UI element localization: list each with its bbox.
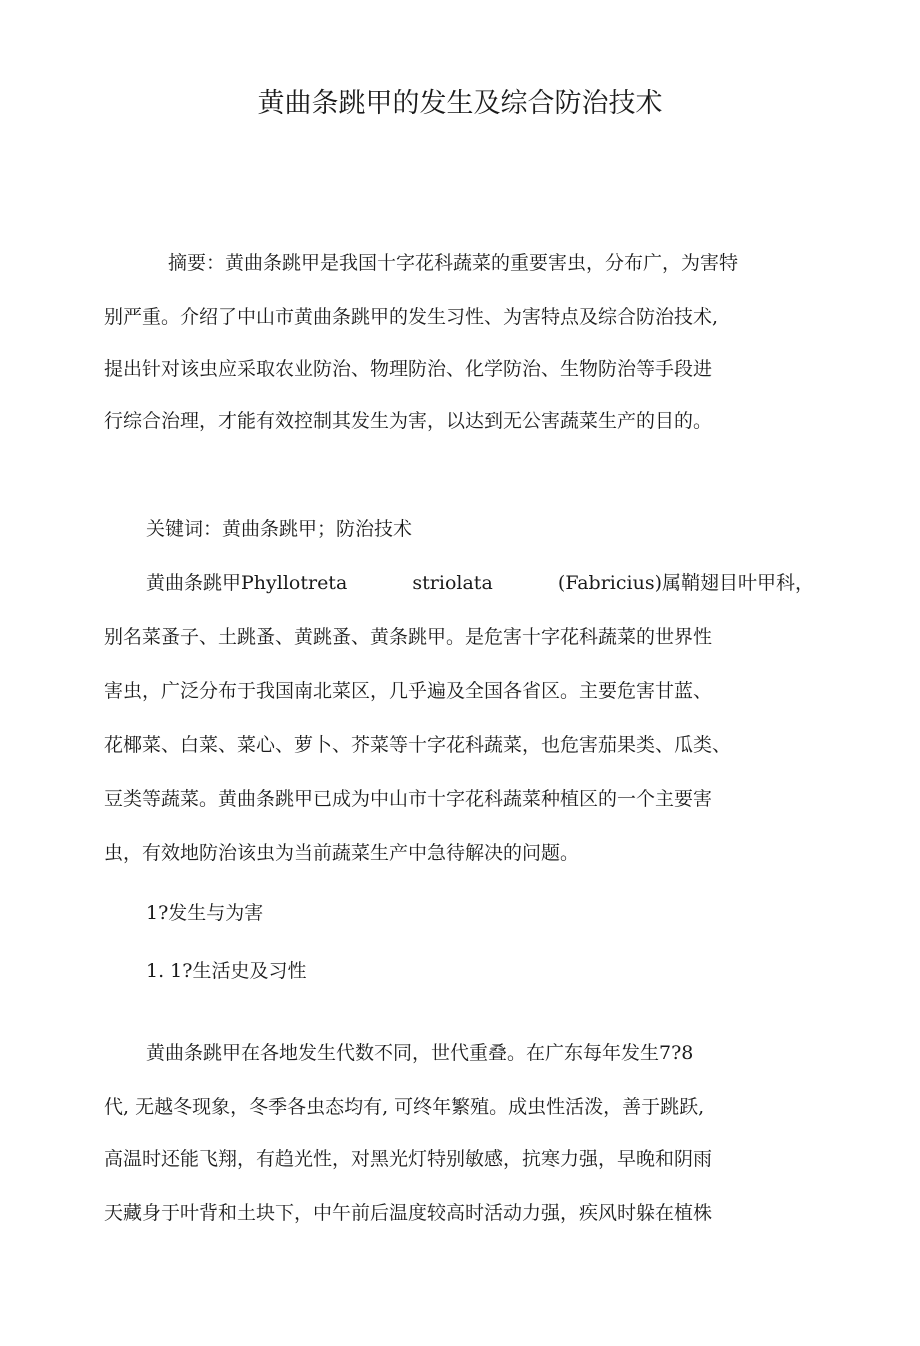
intro-line: 豆类等蔬菜。黄曲条跳甲已成为中山市十字花科蔬菜种植区的一个主要害 <box>104 788 713 810</box>
intro-first-line-part: 黄曲条跳甲Phyllotreta <box>146 572 348 594</box>
document-title: 黄曲条跳甲的发生及综合防治技术 <box>257 88 663 119</box>
intro-first-line-part: (Fabricius)属鞘翅目叶甲科， <box>557 572 814 594</box>
intro-line: 虫，有效地防治该虫为当前蔬菜生产中急待解决的问题。 <box>104 842 580 864</box>
body-line: 黄曲条跳甲在各地发生代数不同，世代重叠。在广东每年发生7?8 <box>146 1042 694 1064</box>
intro-first-line-part: striolata <box>412 572 493 594</box>
abstract-line: 摘要：黄曲条跳甲是我国十字花科蔬菜的重要害虫，分布广，为害特 <box>168 252 739 274</box>
intro-line: 别名菜蚤子、土跳蚤、黄跳蚤、黄条跳甲。是危害十字花科蔬菜的世界性 <box>104 626 713 648</box>
body-line: 代, 无越冬现象，冬季各虫态均有, 可终年繁殖。成虫性活泼，善于跳跃, <box>104 1096 705 1118</box>
intro-line: 花椰菜、白菜、菜心、萝卜、芥菜等十字花科蔬菜，也危害茄果类、瓜类、 <box>104 734 732 756</box>
abstract-line: 别严重。介绍了中山市黄曲条跳甲的发生习性、为害特点及综合防治技术, <box>104 306 719 328</box>
keywords-line: 关键词：黄曲条跳甲；防治技术 <box>146 518 413 540</box>
subsection-heading: 1. 1?生活史及习性 <box>146 960 307 982</box>
abstract-line: 提出针对该虫应采取农业防治、物理防治、化学防治、生物防治等手段进 <box>104 358 713 380</box>
intro-line: 害虫，广泛分布于我国南北菜区，几乎遍及全国各省区。主要危害甘蓝、 <box>104 680 713 702</box>
body-line: 高温时还能飞翔，有趋光性，对黑光灯特别敏感，抗寒力强，早晚和阴雨 <box>104 1148 713 1170</box>
intro-first-line <box>146 568 814 598</box>
abstract-line: 行综合治理，才能有效控制其发生为害，以达到无公害蔬菜生产的目的。 <box>104 410 713 432</box>
section-heading: 1?发生与为害 <box>146 902 264 924</box>
body-line: 天藏身于叶背和土块下，中午前后温度较高时活动力强，疾风时躲在植株 <box>104 1202 713 1224</box>
